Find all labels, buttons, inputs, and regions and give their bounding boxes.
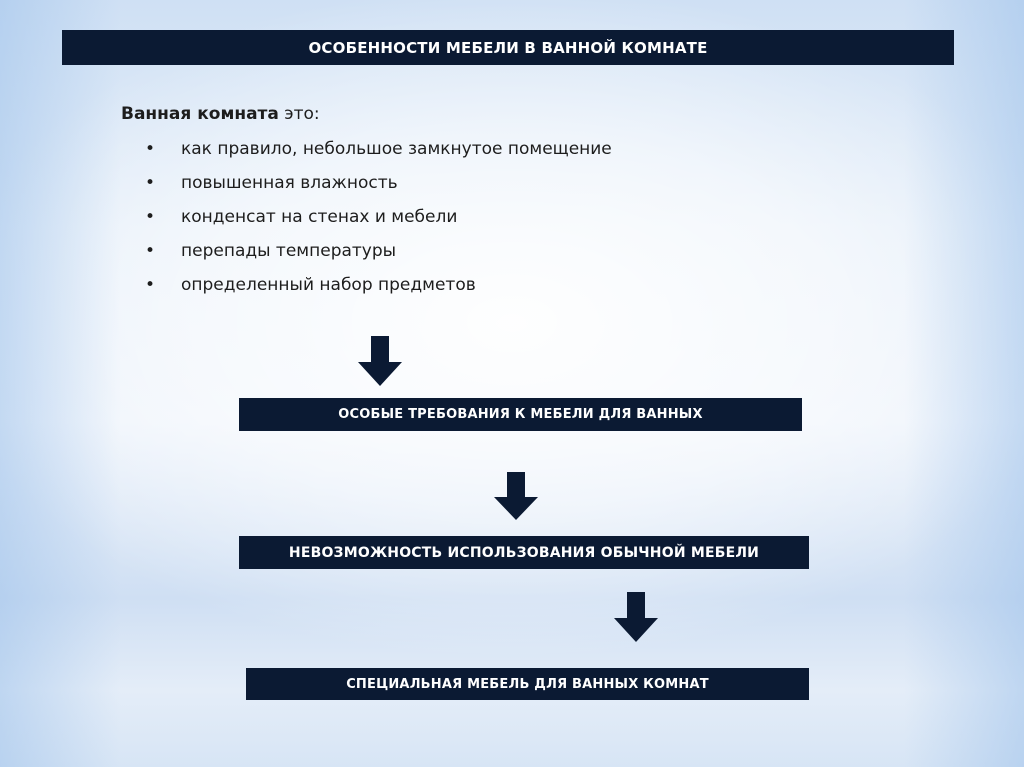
bullet-icon: • [145, 207, 156, 227]
slide-title: ОСОБЕННОСТИ МЕБЕЛИ В ВАННОЙ КОМНАТЕ [62, 30, 954, 65]
bullet-icon: • [145, 275, 156, 295]
background-left-edge [0, 0, 120, 767]
flow-box-requirements: ОСОБЫЕ ТРЕБОВАНИЯ К МЕБЕЛИ ДЛЯ ВАННЫХ [239, 398, 802, 431]
bullet-icon: • [145, 173, 156, 193]
bullet-icon: • [145, 139, 156, 159]
intro-term: Ванная комната [121, 104, 279, 124]
bullet-icon: • [145, 241, 156, 261]
list-item-text: определенный набор предметов [181, 275, 476, 295]
intro-rest: это: [278, 104, 320, 124]
list-item-text: перепады температуры [181, 241, 397, 261]
down-arrow-icon [494, 472, 538, 520]
flow-box-impossibility: НЕВОЗМОЖНОСТЬ ИСПОЛЬЗОВАНИЯ ОБЫЧНОЙ МЕБЕЛИ [239, 536, 809, 569]
list-item-text: повышенная влажность [181, 173, 398, 193]
list-item-text: конденсат на стенах и мебели [181, 207, 458, 227]
flow-box-special-furniture: СПЕЦИАЛЬНАЯ МЕБЕЛЬ ДЛЯ ВАННЫХ КОМНАТ [246, 668, 809, 700]
down-arrow-icon [358, 336, 402, 386]
list-item-text: как правило, небольшое замкнутое помещение [181, 139, 612, 159]
background-right-edge [904, 0, 1024, 767]
intro-line [121, 104, 320, 124]
down-arrow-icon [614, 592, 658, 642]
